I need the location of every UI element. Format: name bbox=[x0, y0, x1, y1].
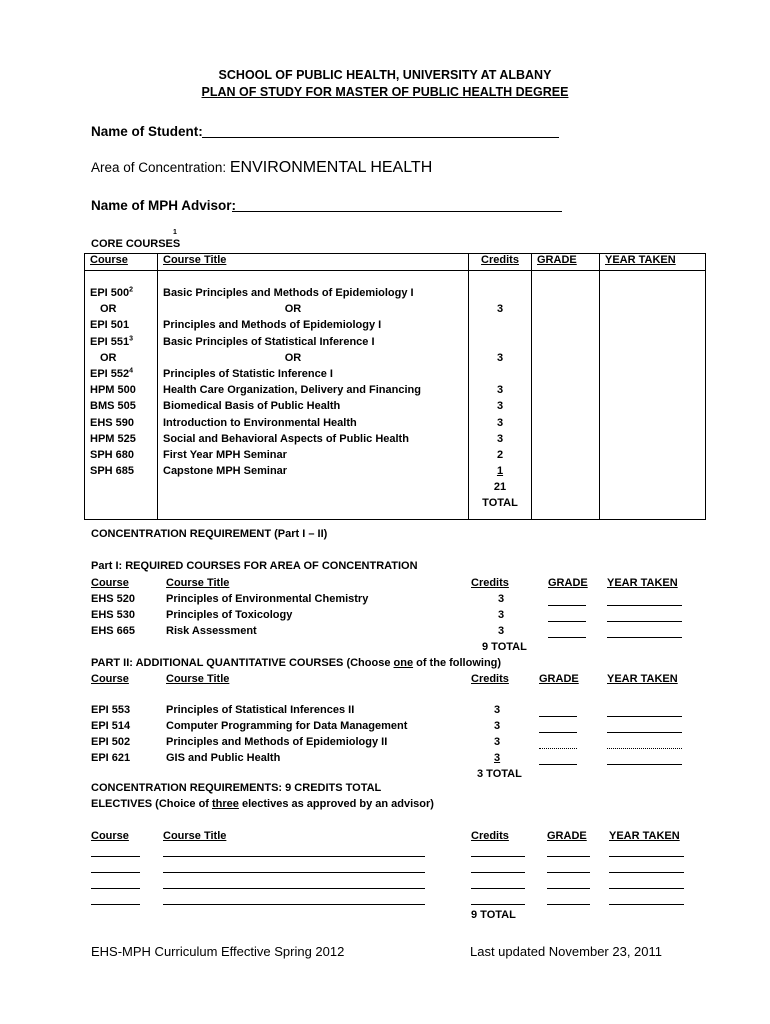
core-credits bbox=[469, 271, 532, 520]
core-credit: 3 bbox=[496, 303, 504, 316]
p2-col-title: Course Title bbox=[166, 673, 230, 685]
el-grade-field[interactable] bbox=[547, 856, 590, 857]
el-credits-field[interactable] bbox=[471, 904, 525, 905]
part2-heading bbox=[91, 657, 501, 669]
el-grade-field[interactable] bbox=[547, 888, 590, 889]
document-title: SCHOOL OF PUBLIC HEALTH, UNIVERSITY AT ALBANY bbox=[218, 68, 552, 82]
core-table-body bbox=[85, 271, 706, 520]
p1-col-course: Course bbox=[91, 577, 129, 589]
p1-year-field[interactable] bbox=[607, 637, 682, 638]
p1-credit: 3 bbox=[498, 609, 505, 621]
p2-year-field[interactable] bbox=[607, 764, 682, 765]
electives-heading-em: three bbox=[212, 798, 239, 810]
footer-right: Last updated November 23, 2011 bbox=[470, 944, 663, 959]
core-year-cell[interactable] bbox=[600, 271, 706, 520]
core-course-code: BMS 505 bbox=[90, 400, 136, 413]
p2-total: 3 TOTAL bbox=[477, 768, 522, 780]
el-col-credits: Credits bbox=[471, 830, 509, 842]
core-course-title: Basic Principles of Statistical Inference I bbox=[163, 335, 375, 348]
core-course-codes bbox=[85, 271, 158, 520]
concentration-label: Area of Concentration: bbox=[91, 160, 227, 175]
p1-grade-field[interactable] bbox=[548, 621, 586, 622]
p2-credit: 3 bbox=[494, 720, 501, 732]
p2-year-field[interactable] bbox=[607, 748, 682, 749]
p1-col-credits: Credits bbox=[471, 577, 509, 589]
el-course-field[interactable] bbox=[91, 904, 140, 905]
el-credits-field[interactable] bbox=[471, 872, 525, 873]
p1-title: Risk Assessment bbox=[166, 625, 257, 637]
el-course-field[interactable] bbox=[91, 872, 140, 873]
student-name-field[interactable] bbox=[202, 137, 559, 138]
el-title-field[interactable] bbox=[163, 888, 425, 889]
part2-heading-em: one bbox=[393, 657, 414, 669]
p1-grade-field[interactable] bbox=[548, 637, 586, 638]
el-grade-field[interactable] bbox=[547, 872, 590, 873]
p2-grade-field[interactable] bbox=[539, 732, 577, 733]
p2-grade-field[interactable] bbox=[539, 764, 577, 765]
p2-course: EPI 514 bbox=[91, 720, 131, 732]
el-credits-field[interactable] bbox=[471, 856, 525, 857]
p1-course: EHS 530 bbox=[91, 609, 136, 621]
p2-grade-field[interactable] bbox=[539, 748, 577, 749]
p1-year-field[interactable] bbox=[607, 621, 682, 622]
el-grade-field[interactable] bbox=[547, 904, 590, 905]
document-subtitle bbox=[0, 85, 770, 99]
core-total-credits: 21 bbox=[493, 481, 507, 494]
advisor-name-field[interactable] bbox=[232, 211, 562, 212]
p1-credit: 3 bbox=[498, 625, 505, 637]
el-course-field[interactable] bbox=[91, 856, 140, 857]
col-grade bbox=[532, 254, 600, 271]
core-heading-footnote: 1 bbox=[173, 229, 177, 236]
footnote-2: 2 bbox=[129, 286, 134, 294]
electives-heading-pre: ELECTIVES (Choice of bbox=[91, 798, 213, 810]
el-col-course: Course bbox=[91, 830, 129, 842]
el-year-field[interactable] bbox=[609, 872, 684, 873]
col-course bbox=[85, 254, 158, 271]
col-year bbox=[600, 254, 706, 271]
core-grade-cell[interactable] bbox=[532, 271, 600, 520]
p2-col-year: YEAR TAKEN bbox=[607, 673, 678, 685]
footer-left: EHS-MPH Curriculum Effective Spring 2012 bbox=[91, 944, 345, 959]
p2-title: Principles and Methods of Epidemiology II bbox=[166, 736, 388, 748]
p1-grade-field[interactable] bbox=[548, 605, 586, 606]
core-course-or: OR bbox=[100, 303, 117, 316]
core-course-title: Principles of Statistic Inference I bbox=[163, 367, 333, 380]
p1-title: Principles of Toxicology bbox=[166, 609, 293, 621]
core-table-header bbox=[85, 254, 706, 271]
concentration-value: ENVIRONMENTAL HEALTH bbox=[229, 159, 433, 176]
p1-total: 9 TOTAL bbox=[482, 641, 527, 653]
core-credit-blank bbox=[474, 334, 526, 350]
footnote-3: 3 bbox=[129, 334, 134, 342]
col-course-label: Course bbox=[90, 254, 128, 266]
student-label: Name of Student: bbox=[91, 124, 203, 139]
core-course bbox=[90, 285, 152, 301]
el-title-field[interactable] bbox=[163, 904, 425, 905]
core-credit: 3 bbox=[496, 416, 504, 429]
p1-credit: 3 bbox=[498, 593, 505, 605]
core-course-title: Health Care Organization, Delivery and Financing bbox=[163, 384, 421, 397]
el-title-field[interactable] bbox=[163, 856, 425, 857]
core-course-code: EPI 551 bbox=[90, 335, 130, 348]
p1-course: EHS 520 bbox=[91, 593, 136, 605]
core-course-code: EPI 552 bbox=[90, 367, 130, 380]
core-courses-heading: CORE COURSES bbox=[91, 238, 181, 250]
p2-course: EPI 621 bbox=[91, 752, 131, 764]
electives-heading-post: electives as approved by an advisor) bbox=[238, 798, 434, 810]
col-title-label: Course Title bbox=[163, 254, 227, 266]
p1-col-title: Course Title bbox=[166, 577, 230, 589]
p2-col-grade: GRADE bbox=[539, 673, 579, 685]
part2-heading-post: of the following) bbox=[413, 657, 502, 669]
el-year-field[interactable] bbox=[609, 888, 684, 889]
el-total: 9 TOTAL bbox=[471, 909, 516, 921]
core-credit: 1 bbox=[496, 465, 504, 478]
electives-heading bbox=[91, 798, 434, 810]
core-course-title: Basic Principles and Methods of Epidemiology I bbox=[163, 287, 414, 299]
core-course-title: Biomedical Basis of Public Health bbox=[163, 400, 341, 413]
p1-col-grade: GRADE bbox=[548, 577, 588, 589]
core-course-title: Capstone MPH Seminar bbox=[163, 465, 288, 478]
core-credit-blank bbox=[474, 317, 526, 333]
document-subtitle-text: PLAN OF STUDY FOR MASTER OF PUBLIC HEALTH DEGREE bbox=[201, 85, 569, 99]
core-credit: 3 bbox=[496, 384, 504, 397]
p2-course: EPI 553 bbox=[91, 704, 131, 716]
el-course-field[interactable] bbox=[91, 888, 140, 889]
core-course-title: First Year MPH Seminar bbox=[163, 448, 287, 461]
core-credit-blank bbox=[474, 285, 526, 301]
core-course-code: EPI 500 bbox=[90, 287, 130, 299]
core-credit: 3 bbox=[496, 400, 504, 413]
el-col-title: Course Title bbox=[163, 830, 227, 842]
core-credit: 3 bbox=[496, 351, 504, 364]
footnote-4: 4 bbox=[129, 367, 134, 375]
core-course bbox=[90, 366, 152, 382]
core-course-code: EHS 590 bbox=[90, 416, 135, 429]
p1-col-year: YEAR TAKEN bbox=[607, 577, 678, 589]
col-credits bbox=[469, 254, 532, 271]
core-course-code: SPH 680 bbox=[90, 448, 135, 461]
p1-title: Principles of Environmental Chemistry bbox=[166, 593, 369, 605]
core-course-code: SPH 685 bbox=[90, 465, 135, 478]
p2-year-field[interactable] bbox=[607, 732, 682, 733]
core-credit-blank bbox=[474, 366, 526, 382]
p2-title: Computer Programming for Data Management bbox=[166, 720, 408, 732]
p2-col-credits: Credits bbox=[471, 673, 509, 685]
core-title-or: OR bbox=[284, 303, 302, 316]
core-course-title: Social and Behavioral Aspects of Public Health bbox=[163, 432, 409, 445]
core-course-or: OR bbox=[100, 351, 117, 364]
el-col-year: YEAR TAKEN bbox=[609, 830, 680, 842]
concentration-row bbox=[91, 159, 432, 177]
p2-credit: 3 bbox=[494, 752, 501, 764]
col-credits-label: Credits bbox=[481, 254, 519, 266]
core-course-title: Principles and Methods of Epidemiology I bbox=[163, 319, 382, 332]
el-credits-field[interactable] bbox=[471, 888, 525, 889]
el-title-field[interactable] bbox=[163, 872, 425, 873]
part1-heading: Part I: REQUIRED COURSES FOR AREA OF CONCENTRATION bbox=[91, 560, 418, 572]
core-courses-table bbox=[84, 253, 706, 520]
p2-credit: 3 bbox=[494, 736, 501, 748]
col-grade-label: GRADE bbox=[537, 254, 577, 266]
p1-course: EHS 665 bbox=[91, 625, 136, 637]
part2-heading-pre: PART II: ADDITIONAL QUANTITATIVE COURSES (Choose bbox=[91, 657, 394, 669]
p2-grade-field[interactable] bbox=[539, 716, 577, 717]
concentration-summary: CONCENTRATION REQUIREMENTS: 9 CREDITS TOTAL bbox=[91, 782, 382, 794]
core-credit: 3 bbox=[496, 432, 504, 445]
core-credit: 2 bbox=[496, 448, 504, 461]
core-course-title: Introduction to Environmental Health bbox=[163, 416, 357, 429]
core-course bbox=[90, 334, 152, 350]
col-title bbox=[158, 254, 469, 271]
core-total-label: TOTAL bbox=[482, 497, 518, 510]
el-col-grade: GRADE bbox=[547, 830, 587, 842]
p2-year-field[interactable] bbox=[607, 716, 682, 717]
concentration-heading: CONCENTRATION REQUIREMENT (Part I – II) bbox=[91, 528, 328, 540]
p2-course: EPI 502 bbox=[91, 736, 131, 748]
core-course-code: HPM 525 bbox=[90, 432, 136, 445]
advisor-label: Name of MPH Advisor: bbox=[91, 198, 237, 213]
core-title-or: OR bbox=[284, 351, 302, 364]
el-year-field[interactable] bbox=[609, 856, 684, 857]
p1-year-field[interactable] bbox=[607, 605, 682, 606]
col-year-label: YEAR TAKEN bbox=[605, 254, 676, 266]
p2-col-course: Course bbox=[91, 673, 129, 685]
p2-title: Principles of Statistical Inferences II bbox=[166, 704, 355, 716]
core-course-spacer bbox=[90, 479, 152, 517]
core-course-titles bbox=[158, 271, 469, 520]
p2-credit: 3 bbox=[494, 704, 501, 716]
core-course-code: EPI 501 bbox=[90, 319, 130, 332]
el-year-field[interactable] bbox=[609, 904, 684, 905]
core-course-code: HPM 500 bbox=[90, 384, 136, 397]
p2-title: GIS and Public Health bbox=[166, 752, 281, 764]
